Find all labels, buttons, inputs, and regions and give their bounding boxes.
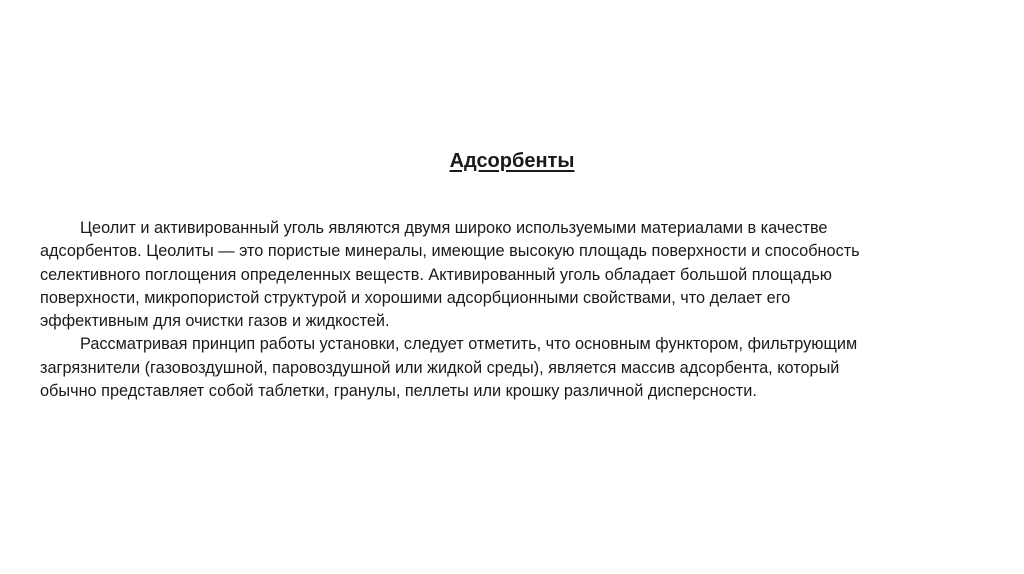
- text-line: загрязнители (газовоздушной, паровоздушной или жидкой среды), является массив адсорбента, который: [40, 358, 840, 377]
- slide-body: [40, 217, 990, 403]
- text-line: адсорбентов. Цеолиты — это пористые минералы, имеющие высокую площадь поверхности и способность: [40, 242, 860, 261]
- text-line: эффективным для очистки газов и жидкостей.: [40, 312, 390, 331]
- paragraph-operating-principle: [40, 333, 990, 403]
- slide-title: Адсорбенты: [449, 150, 575, 172]
- text-line: Рассматривая принцип работы установки, следует отметить, что основным функтором, фильтрующим: [80, 335, 858, 354]
- text-line: Цеолит и активированный уголь являются двумя широко используемыми материалами в качестве: [80, 219, 828, 237]
- paragraph-zeolite-carbon: [40, 217, 990, 333]
- text-line: обычно представляет собой таблетки, гранулы, пеллеты или крошку различной дисперсности.: [40, 382, 757, 401]
- text-line: селективного поглощения определенных веществ. Активированный уголь обладает большой площадью: [40, 265, 832, 284]
- text-line: поверхности, микропористой структурой и хорошими адсорбционными свойствами, что делает его: [40, 288, 791, 307]
